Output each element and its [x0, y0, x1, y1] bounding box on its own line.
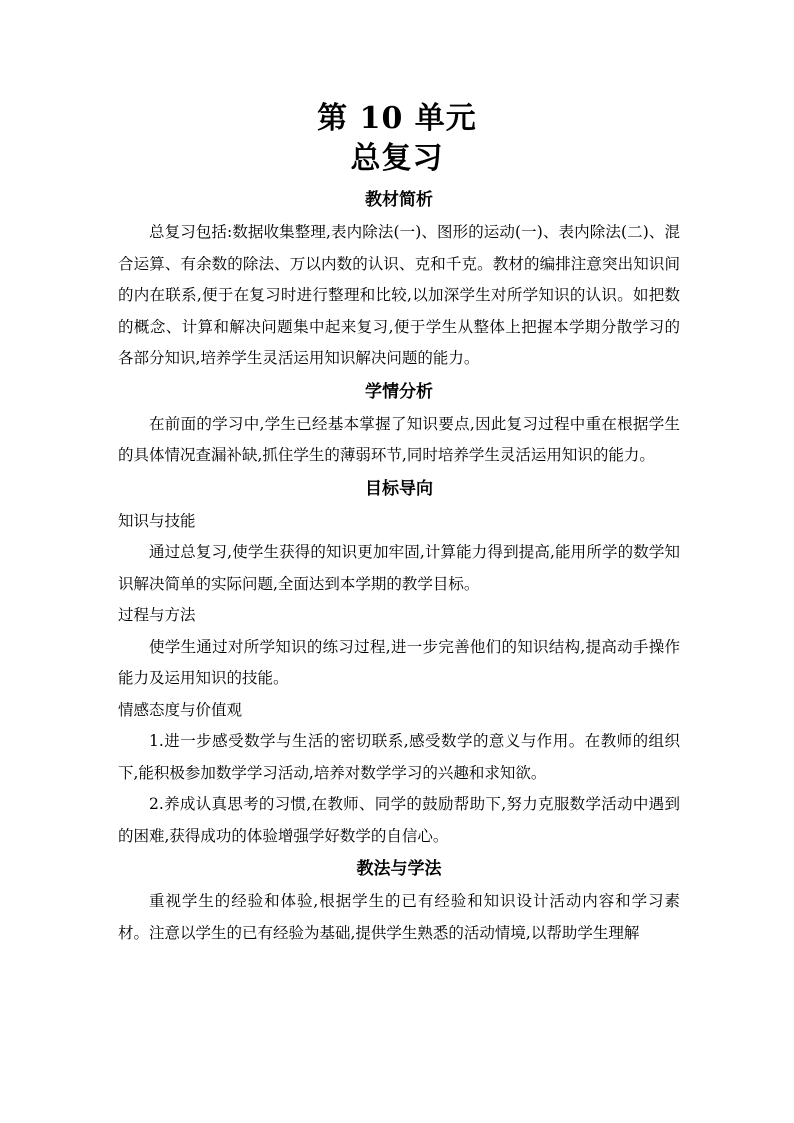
knowledge-paragraph: 通过总复习,使学生获得的知识更加牢固,计算能力得到提高,能用所学的数学知识解决简单的实际问题,全面达到本学期的教学目标。	[118, 543, 680, 593]
students-paragraph: 在前面的学习中,学生已经基本掌握了知识要点,因此复习过程中重在根据学生的具体情况查漏补缺,抓住学生的薄弱环节,同时培养学生灵活运用知识的能力。	[118, 414, 680, 464]
textbook-paragraph: 总复习包括:数据收集整理,表内除法(一)、图形的运动(一)、表内除法(二)、混合运算、有余数的除法、万以内数的认识、克和千克。教材的编排注意突出知识间的内在联系,便于在复习时进行整理和比较,以加深学生对所学知识的认识。如把数的概念、计算和解决问题集中起来复习,便于学生从整体上把握本学期分散学习的各部分知识,培养学生灵活运用知识解决问题的能力。	[118, 223, 680, 367]
section-heading-methods: 教法与学法	[356, 859, 442, 879]
process-paragraph: 使学生通过对所学知识的练习过程,进一步完善他们的知识结构,提高动手操作能力及运用知识的技能。	[118, 637, 680, 687]
emotion-label: 情感态度与价值观	[118, 700, 243, 719]
knowledge-label: 知识与技能	[118, 511, 196, 530]
emotion-item-1: 1.进一步感受数学与生活的密切联系,感受数学的意义与作用。在教师的组织下,能积极参加数学学习活动,培养对数学学习的兴趣和求知欲。	[118, 732, 680, 782]
unit-title: 第 10 单元	[317, 101, 477, 136]
methods-paragraph: 重视学生的经验和体验,根据学生的已有经验和知识设计活动内容和学习素材。注意以学生的已有经验为基础,提供学生熟悉的活动情境,以帮助学生理解	[118, 892, 680, 942]
emotion-item-2: 2.养成认真思考的习惯,在教师、同学的鼓励帮助下,努力克服数学活动中遇到的困难,获得成功的体验增强学好数学的自信心。	[118, 795, 680, 845]
section-heading-textbook: 教材简析	[365, 190, 433, 210]
section-heading-goals: 目标导向	[365, 478, 433, 499]
unit-subtitle: 总复习	[350, 141, 444, 176]
process-label: 过程与方法	[118, 606, 196, 624]
section-heading-students: 学情分析	[365, 381, 433, 402]
document-body	[118, 183, 680, 949]
